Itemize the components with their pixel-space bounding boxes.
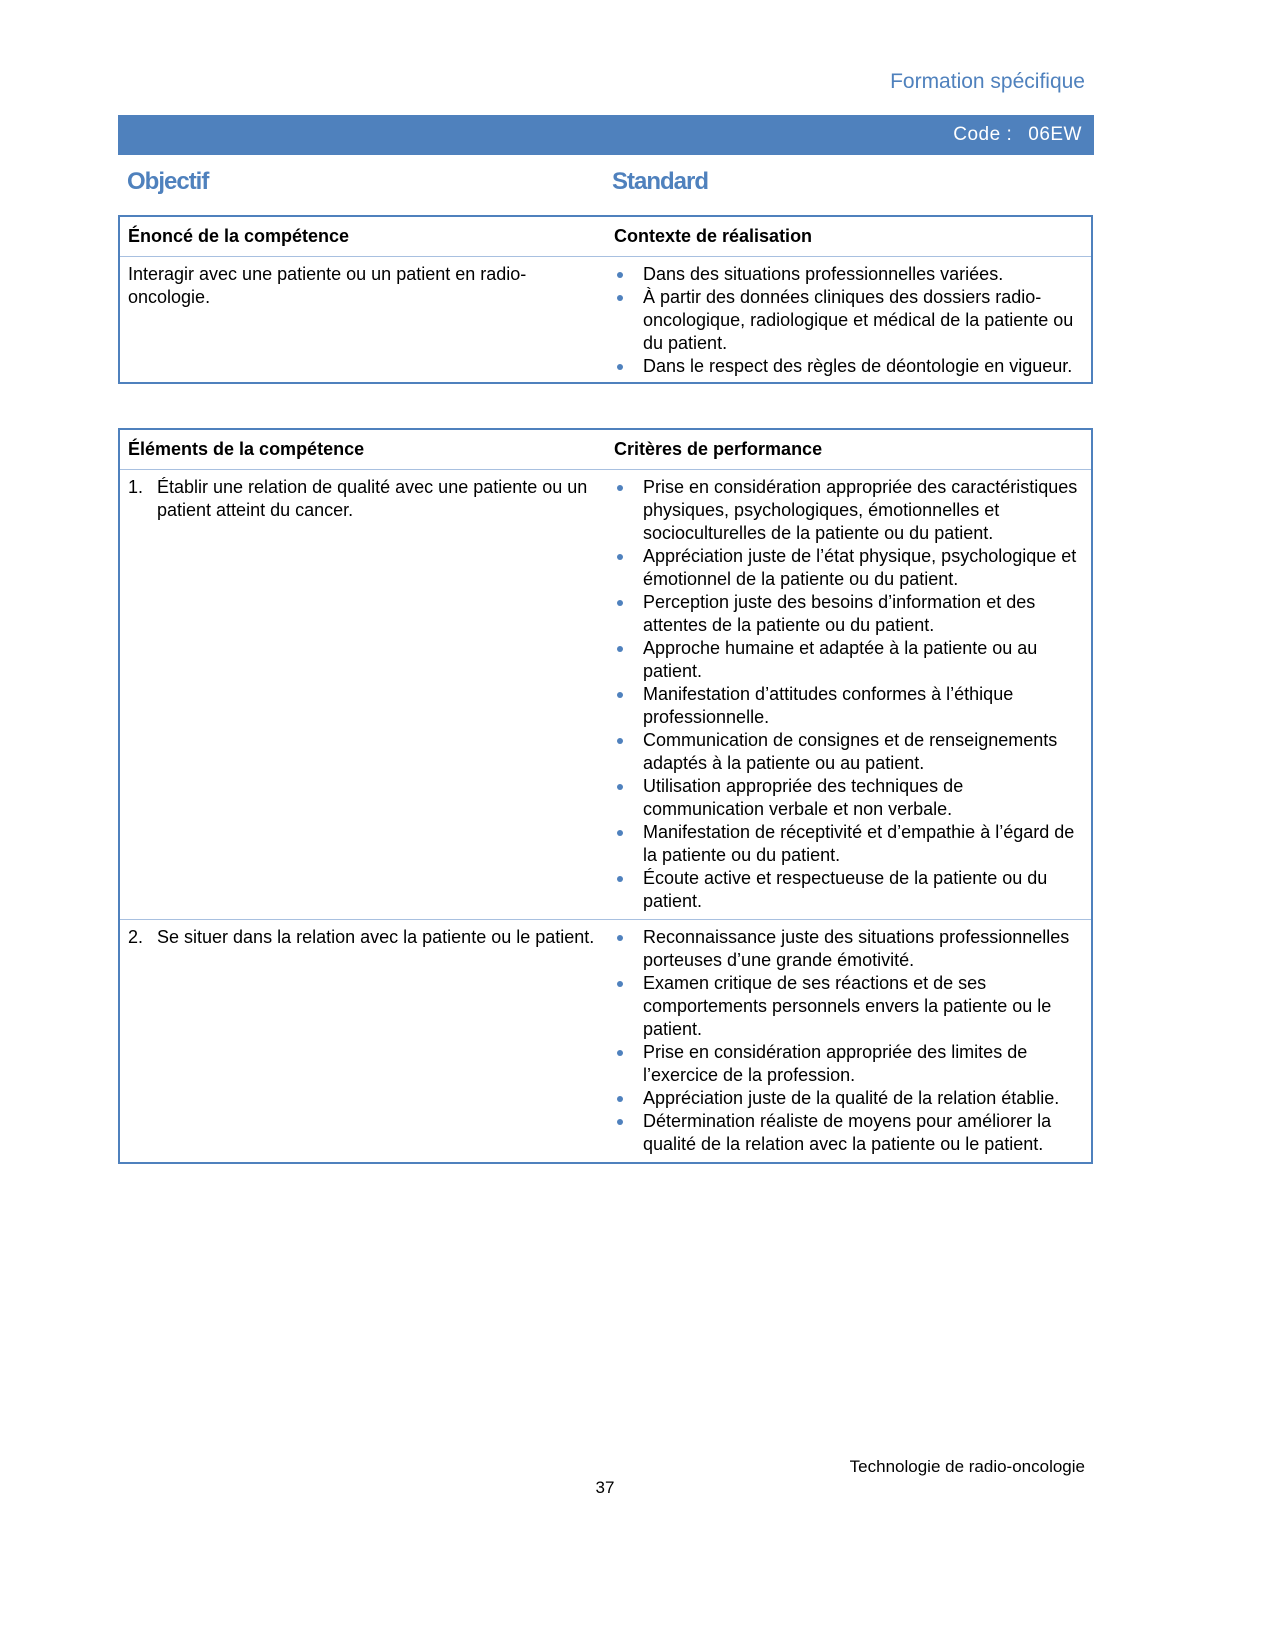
list-item: Détermination réaliste de moyens pour améliorer la qualité de la relation avec la patiente ou le patient. [614,1110,1083,1156]
list-item: Utilisation appropriée des techniques de communication verbale et non verbale. [614,775,1083,821]
criteria-list [614,476,1083,913]
list-item: Dans le respect des règles de déontologie en vigueur. [614,355,1083,378]
element-number: 2. [128,927,144,947]
header-title: Formation spécifique [890,70,1085,93]
col-header-elements: Éléments de la compétence [119,429,606,470]
list-item: Approche humaine et adaptée à la patiente ou au patient. [614,637,1083,683]
list-item: Perception juste des besoins d’information et des attentes de la patiente ou du patient. [614,591,1083,637]
statement-table [118,215,1093,384]
elements-table [118,428,1093,1164]
table-row [119,920,1092,1164]
col-header-context: Contexte de réalisation [606,216,1092,257]
criteria-list [614,926,1083,1156]
context-list [614,263,1083,378]
element-number: 1. [128,477,144,497]
list-item: Appréciation juste de la qualité de la relation établie. [614,1087,1083,1110]
list-item: Examen critique de ses réactions et de ses comportements personnels envers la patiente ou le patient. [614,972,1083,1041]
section-standard: Standard [612,168,709,195]
col-header-criteria: Critères de performance [606,429,1092,470]
code-bar [118,115,1094,155]
list-item: Appréciation juste de l’état physique, psychologique et émotionnel de la patiente ou du patient. [614,545,1083,591]
element-text: Se situer dans la relation avec la patiente ou le patient. [157,927,595,947]
code-label: Code : [953,124,1013,145]
list-item: Prise en considération appropriée des caractéristiques physiques, psychologiques, émotionnelles et socioculturelles de la patiente ou du patient. [614,476,1083,545]
list-item: Manifestation d’attitudes conformes à l’éthique professionnelle. [614,683,1083,729]
statement-text: Interagir avec une patiente ou un patient en radio-oncologie. [119,257,606,384]
list-item: Prise en considération appropriée des limites de l’exercice de la profession. [614,1041,1083,1087]
element-1 [128,476,598,522]
code-value: 06EW [1028,124,1082,145]
table-row [119,470,1092,920]
page-number: 37 [595,1478,615,1497]
element-text: Établir une relation de qualité avec une patiente ou un patient atteint du cancer. [157,477,588,520]
element-2 [128,926,598,949]
list-item: À partir des données cliniques des dossiers radio-oncologique, radiologique et médical de la patiente ou du patient. [614,286,1083,355]
footer-program: Technologie de radio-oncologie [849,1457,1085,1476]
list-item: Dans des situations professionnelles variées. [614,263,1083,286]
col-header-statement: Énoncé de la compétence [119,216,606,257]
section-objectif: Objectif [127,168,209,195]
list-item: Écoute active et respectueuse de la patiente ou du patient. [614,867,1083,913]
list-item: Manifestation de réceptivité et d’empathie à l’égard de la patiente ou du patient. [614,821,1083,867]
list-item: Reconnaissance juste des situations professionnelles porteuses d’une grande émotivité. [614,926,1083,972]
list-item: Communication de consignes et de renseignements adaptés à la patiente ou au patient. [614,729,1083,775]
